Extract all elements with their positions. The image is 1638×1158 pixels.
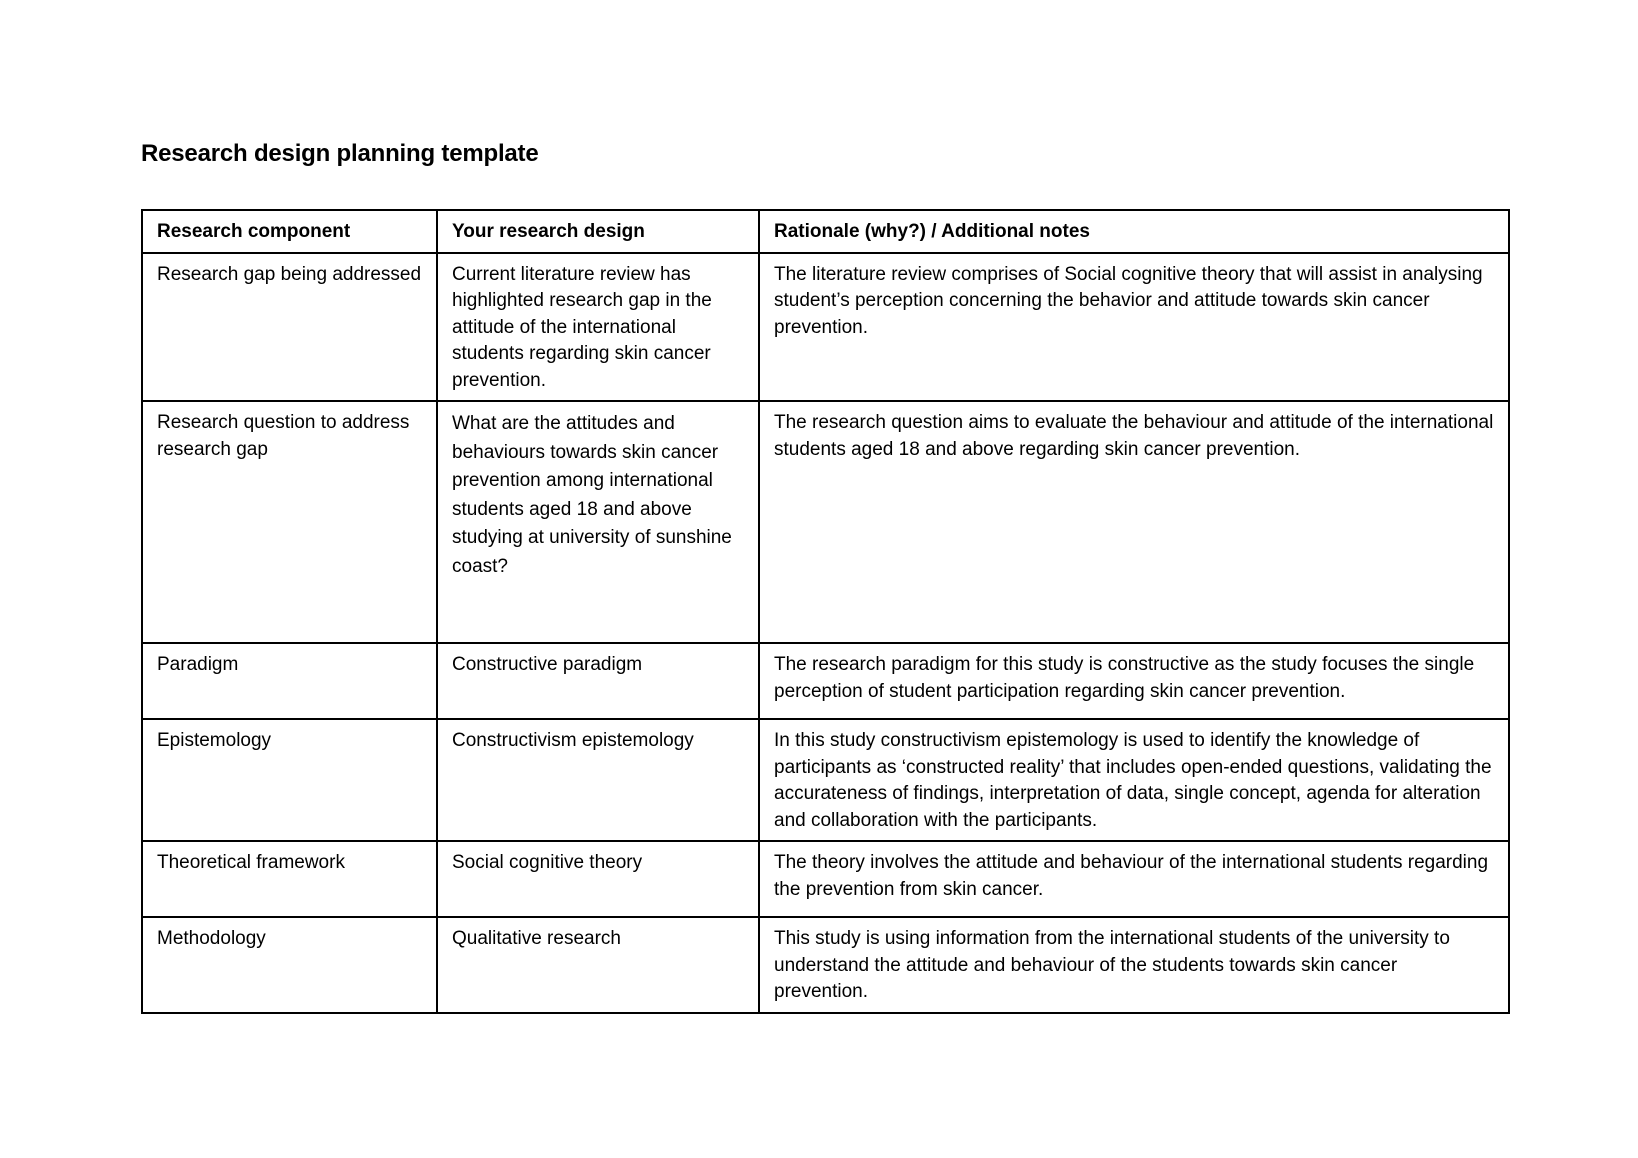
research-design-table	[141, 209, 1510, 1014]
header-your-research-design: Your research design	[437, 210, 759, 253]
component-cell: Theoretical framework	[142, 841, 437, 917]
table-row	[142, 401, 1509, 643]
component-cell: Research question to address research gap	[142, 401, 437, 643]
rationale-cell: The theory involves the attitude and behaviour of the international students regarding the prevention from skin cancer.	[759, 841, 1509, 917]
rationale-cell: In this study constructivism epistemology is used to identify the knowledge of participants as ‘constructed reality’ that includes open-ended questions, validating the accurateness of findings, interpretation of data, single concept, agenda for alteration and collaboration with the participants.	[759, 719, 1509, 841]
table-row	[142, 253, 1509, 402]
component-cell: Methodology	[142, 917, 437, 1013]
design-cell: Social cognitive theory	[437, 841, 759, 917]
component-cell: Paradigm	[142, 643, 437, 719]
page-title: Research design planning template	[141, 140, 539, 167]
design-cell: Qualitative research	[437, 917, 759, 1013]
design-cell: Current literature review has highlighted research gap in the attitude of the international students regarding skin cancer prevention.	[437, 253, 759, 402]
rationale-cell: The research question aims to evaluate the behaviour and attitude of the international students aged 18 and above regarding skin cancer prevention.	[759, 401, 1509, 643]
table-row	[142, 719, 1509, 841]
component-cell: Research gap being addressed	[142, 253, 437, 402]
table-row	[142, 841, 1509, 917]
header-research-component: Research component	[142, 210, 437, 253]
rationale-cell: The research paradigm for this study is constructive as the study focuses the single perception of student participation regarding skin cancer prevention.	[759, 643, 1509, 719]
design-cell: Constructivism epistemology	[437, 719, 759, 841]
rationale-cell: The literature review comprises of Social cognitive theory that will assist in analysing student’s perception concerning the behavior and attitude towards skin cancer prevention.	[759, 253, 1509, 402]
design-cell: Constructive paradigm	[437, 643, 759, 719]
table-row	[142, 917, 1509, 1013]
component-cell: Epistemology	[142, 719, 437, 841]
rationale-cell: This study is using information from the international students of the university to understand the attitude and behaviour of the students towards skin cancer prevention.	[759, 917, 1509, 1013]
table-header-row	[142, 210, 1509, 253]
table-row	[142, 643, 1509, 719]
header-rationale: Rationale (why?) / Additional notes	[759, 210, 1509, 253]
design-cell: What are the attitudes and behaviours towards skin cancer prevention among international students aged 18 and above studying at university of sunshine coast?	[437, 401, 759, 643]
